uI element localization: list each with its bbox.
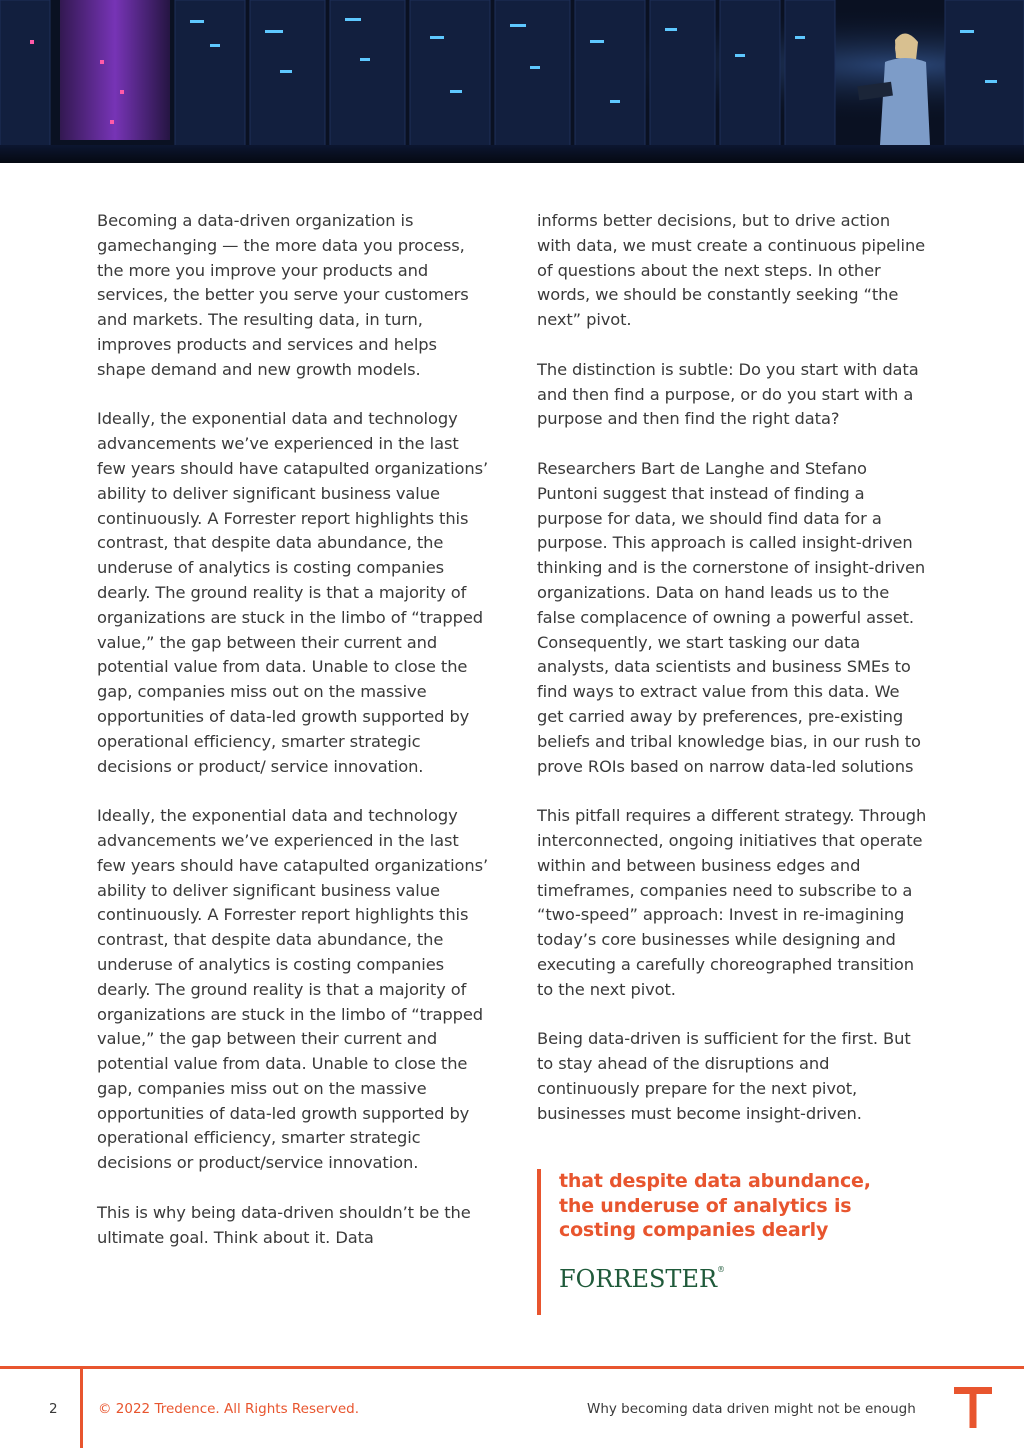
paragraph: Being data-driven is sufficient for the first. But to stay ahead of the disruptions and continuously prepare for the next pivot, businesses must become insight-driven. [537, 1029, 911, 1123]
body-column-right [537, 209, 929, 1151]
copyright-notice: © 2022 Tredence. All Rights Reserved. [98, 1401, 360, 1417]
body-column-left [97, 209, 489, 1275]
paragraph: Ideally, the exponential data and technology advancements we’ve experienced in the last few years should have catapulted organizations’ ability to deliver significant business value continuously. A Forrester report highlights this contrast, that despite data abundance, the underuse of analytics is costing companies dearly. The ground reality is that a majority of organizations are stuck in the limbo of “trapped value,” the gap between their current and potential value from data. Unable to close the gap, companies miss out on the massive opportunities of data-led growth supported by operational efficiency, smarter strategic decisions or product/ service innovation. [97, 409, 489, 776]
quote-source-name: FORRESTER [559, 1264, 718, 1293]
footer-divider [0, 1366, 1024, 1369]
hero-image-server-room [0, 0, 1024, 163]
paragraph: Researchers Bart de Langhe and Stefano Puntoni suggest that instead of finding a purpose for data, we should find data for a purpose. This approach is called insight-driven thinking and is the cornerstone of insight-driven organizations. Data on hand leads us to the false complacence of owning a powerful asset. Consequently, we start tasking our data analysts, data scientists and business SMEs to find ways to extract value from this data. We get carried away by preferences, pre-existing beliefs and tribal knowledge bias, in our rush to prove ROIs based on narrow data-led solutions [537, 458, 926, 776]
forrester-logo [559, 1265, 897, 1293]
paragraph: This pitfall requires a different strategy. Through interconnected, ongoing initiatives that operate within and between business edges and timeframes, companies need to subscribe to a “two-speed” approach: Invest in re-imagining today’s core businesses while designing and executing a carefully choreographed transition to the next pivot. [537, 806, 927, 999]
paragraph: The distinction is subtle: Do you start with data and then find a purpose, or do you start with a purpose and then find the right data? [537, 359, 919, 429]
pull-quote-text: that despite data abundance, the underuse of analytics is costing companies dearly [559, 1170, 871, 1242]
document-title: Why becoming data driven might not be enough [587, 1401, 916, 1417]
paragraph: Becoming a data-driven organization is gamechanging — the more data you process, the more you improve your products and services, the better you serve your customers and markets. The resulting data, in turn, improves products and services and helps shape demand and new growth models. [97, 211, 469, 379]
tredence-t-logo-icon [954, 1387, 992, 1428]
page-number: 2 [49, 1401, 58, 1417]
registered-mark: ® [717, 1264, 726, 1274]
paragraph: Ideally, the exponential data and technology advancements we’ve experienced in the last few years should have catapulted organizations’ ability to deliver significant business value continuously. A Forrester report highlights this contrast, that despite data abundance, the underuse of analytics is costing companies dearly. The ground reality is that a majority of organizations are stuck in the limbo of “trapped value,” the gap between their current and potential value from data. Unable to close the gap, companies miss out on the massive opportunities of data-led growth supported by operational efficiency, smarter strategic decisions or product/service innovation. [97, 806, 489, 1173]
paragraph: informs better decisions, but to drive action with data, we must create a continuous pipeline of questions about the next steps. In other words, we should be constantly seeking “the next” pivot. [537, 211, 926, 330]
footer-vertical-divider [80, 1369, 83, 1448]
server-room-illustration [0, 0, 1024, 163]
pull-quote [537, 1169, 897, 1315]
paragraph: This is why being data-driven shouldn’t be the ultimate goal. Think about it. Data [97, 1202, 471, 1247]
